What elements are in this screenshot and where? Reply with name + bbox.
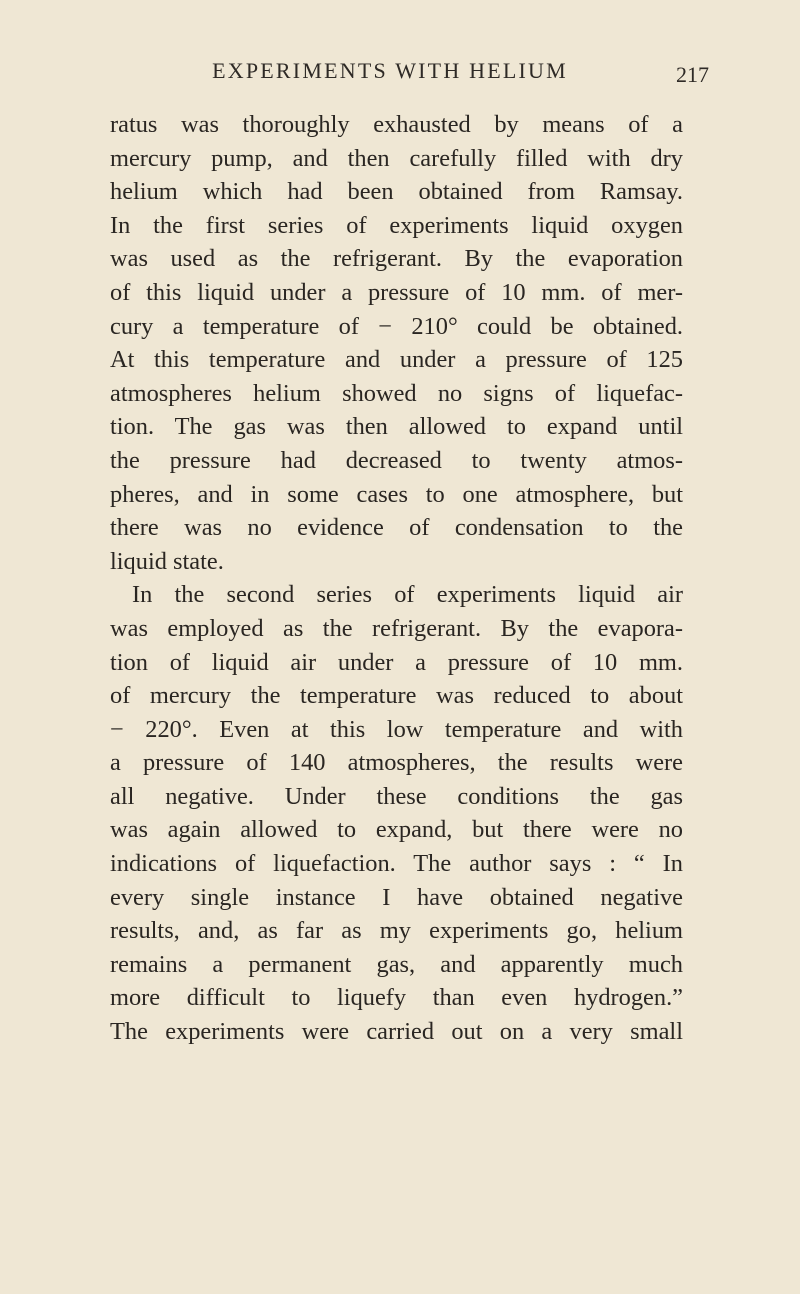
text-line: liquid state. [110, 547, 224, 575]
text-line: all negative. Under these conditions the gas [110, 782, 683, 810]
text-line: − 220°. Even at this low temperature and with [110, 715, 683, 743]
text-line: results, and, as far as my experiments go, helium [110, 917, 683, 945]
text-line: In the second series of experiments liquid air [132, 581, 683, 609]
text-line: In the first series of experiments liquid oxygen [110, 211, 683, 239]
text-line: helium which had been obtained from Ramsay. [110, 178, 683, 206]
text-line: pheres, and in some cases to one atmosphere, but [110, 480, 683, 508]
text-line: remains a permanent gas, and apparently much [110, 950, 683, 978]
text-line: of this liquid under a pressure of 10 mm. of mer- [110, 278, 683, 306]
text-line: was used as the refrigerant. By the evaporation [110, 245, 683, 273]
text-line: The experiments were carried out on a very small [110, 1018, 683, 1046]
text-line: mercury pump, and then carefully filled with dry [110, 144, 683, 172]
text-line: cury a temperature of − 210° could be obtained. [110, 312, 683, 340]
text-line: At this temperature and under a pressure of 125 [110, 346, 683, 374]
text-line: of mercury the temperature was reduced to about [110, 682, 683, 710]
text-line: there was no evidence of condensation to the [110, 514, 683, 542]
text-line: every single instance I have obtained negative [110, 883, 683, 911]
text-line: a pressure of 140 atmospheres, the results were [110, 749, 683, 777]
text-line: was employed as the refrigerant. By the evapora- [110, 614, 683, 642]
body-text [110, 108, 683, 1049]
text-line: tion. The gas was then allowed to expand until [110, 413, 683, 441]
text-line: was again allowed to expand, but there were no [110, 816, 683, 844]
text-line: the pressure had decreased to twenty atmos- [110, 446, 683, 474]
paragraph-2 [110, 578, 683, 1048]
text-line: atmospheres helium showed no signs of liquefac- [110, 379, 683, 407]
paragraph-1 [110, 108, 683, 578]
text-line: tion of liquid air under a pressure of 10 mm. [110, 648, 683, 676]
text-line: ratus was thoroughly exhausted by means of a [110, 111, 683, 138]
text-line: more difficult to liquefy than even hydrogen.” [110, 984, 683, 1012]
text-line: indications of liquefaction. The author says : “ In [110, 850, 683, 878]
running-head: EXPERIMENTS WITH HELIUM [212, 58, 568, 83]
page-number: 217 [676, 62, 709, 87]
